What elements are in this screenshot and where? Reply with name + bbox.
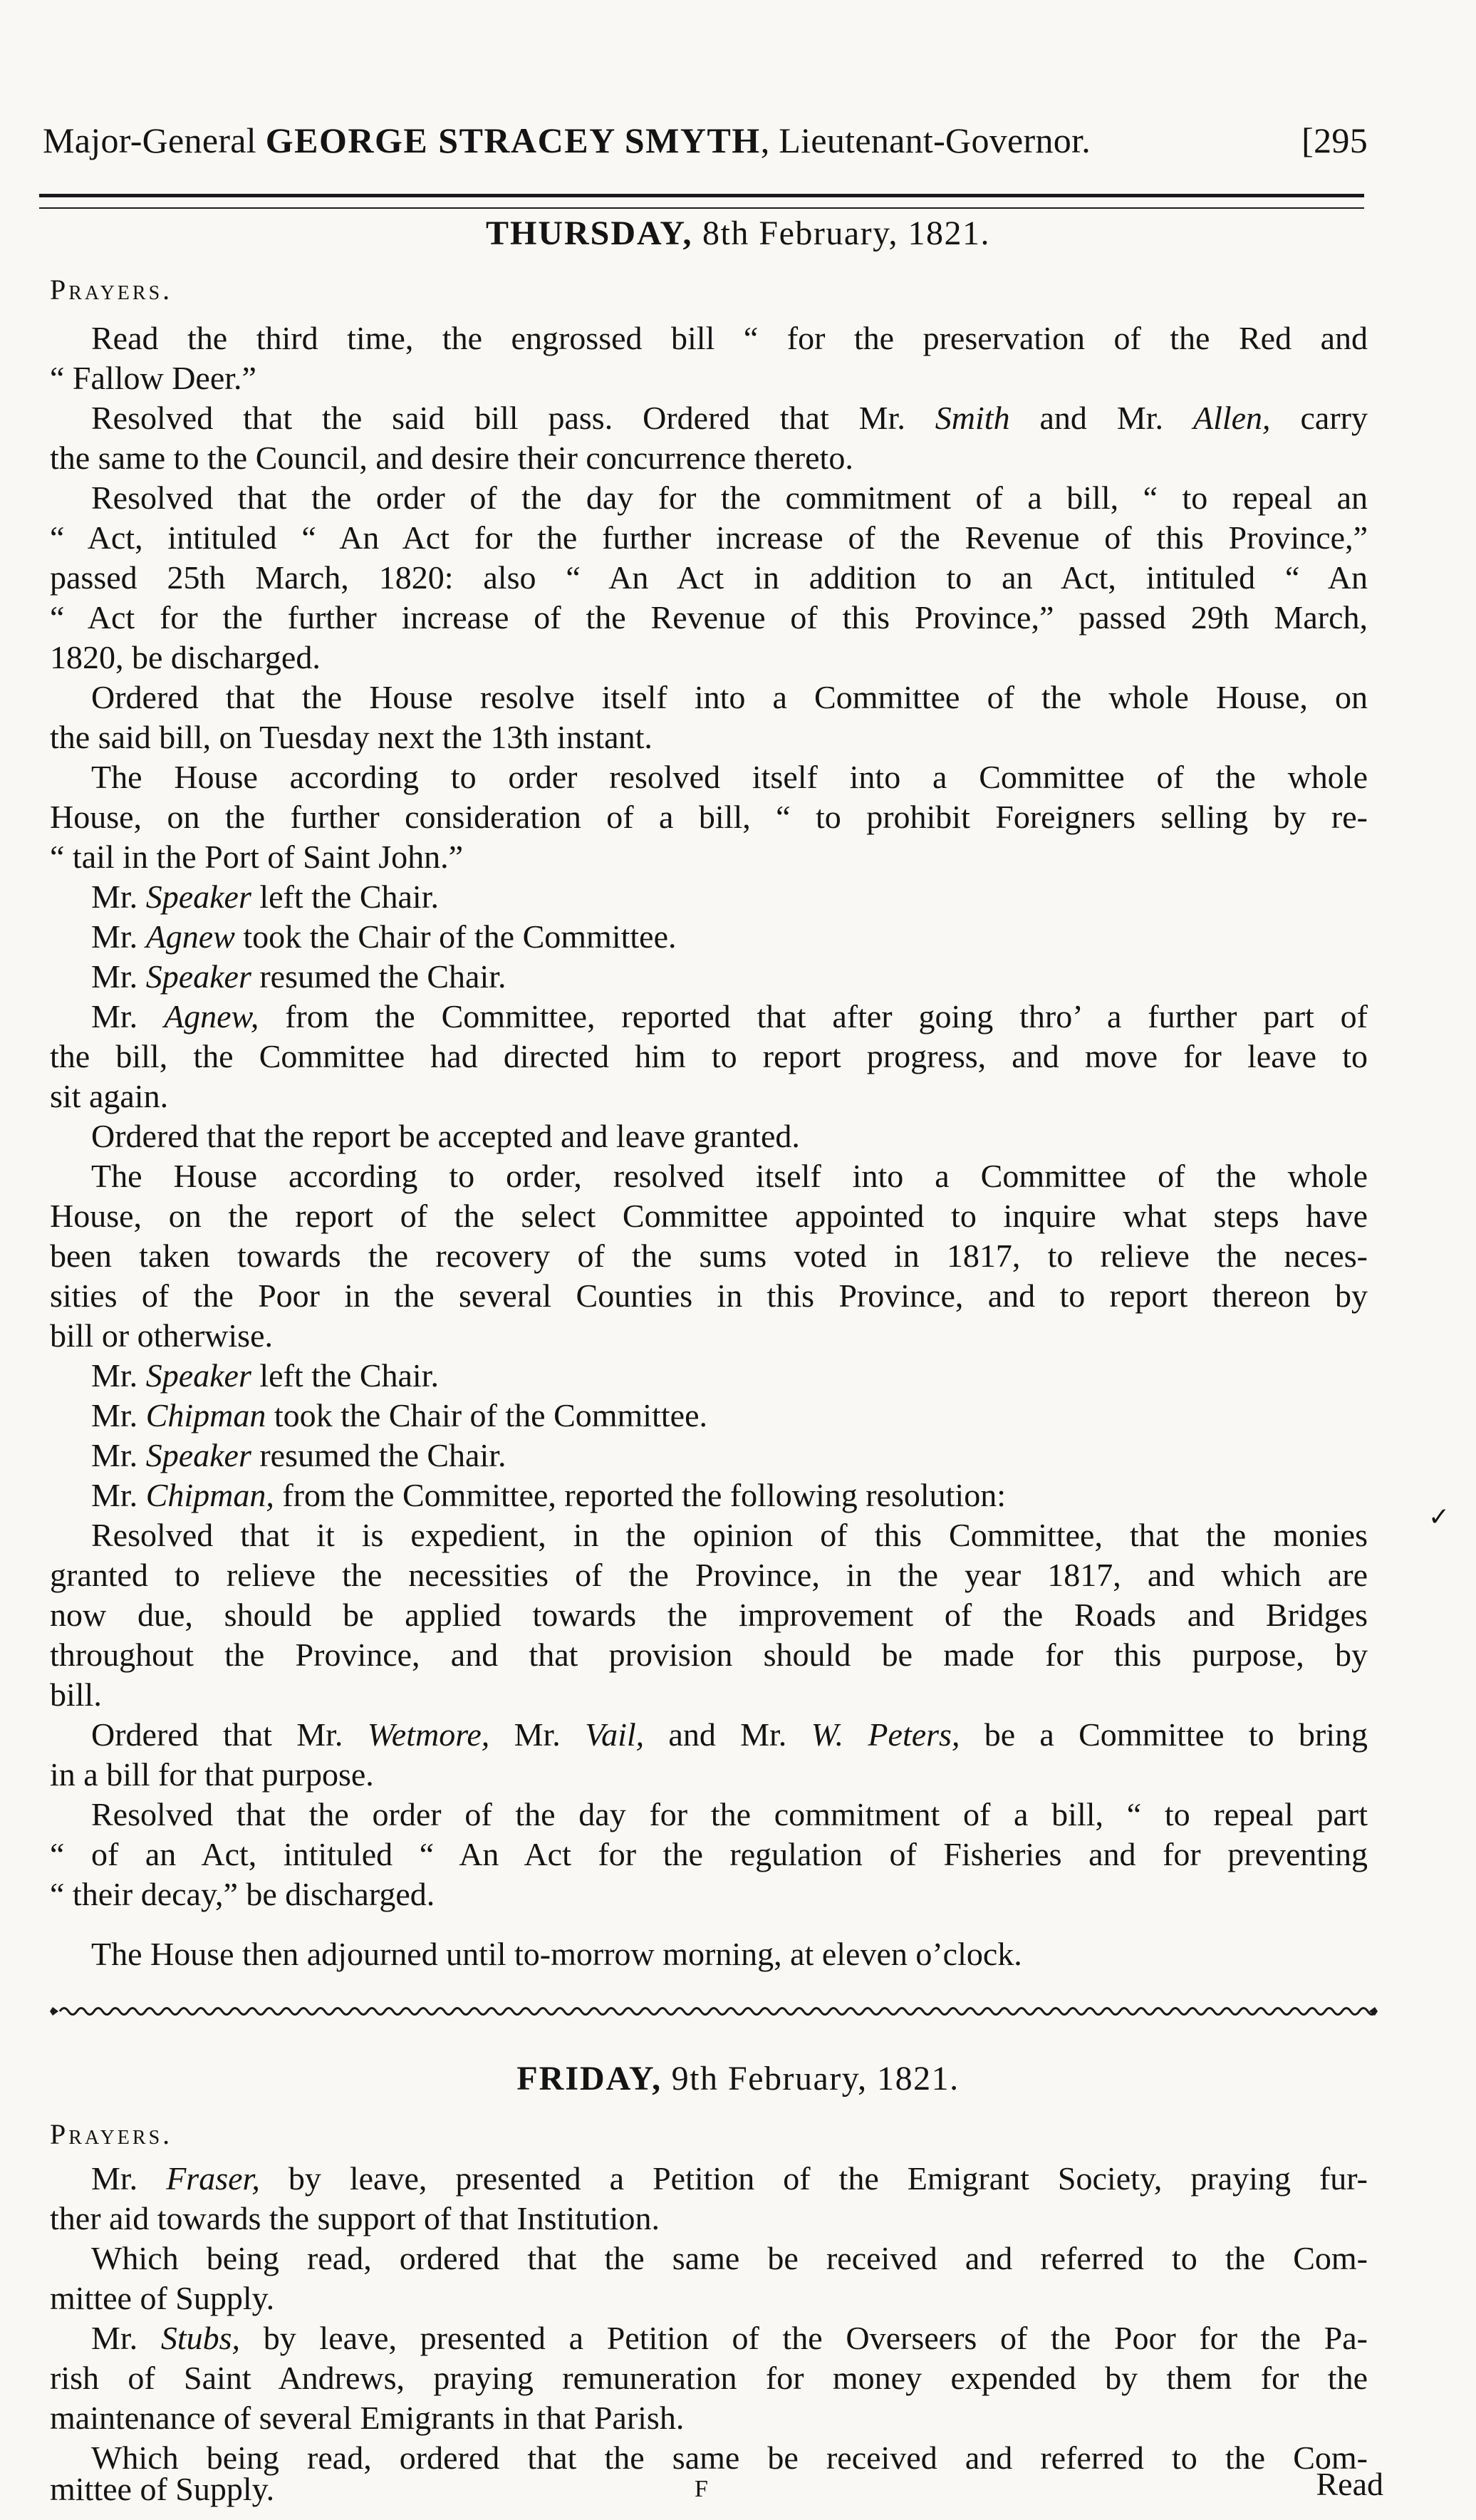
text-line: House, on the report of the select Committee appointed to inquire what steps have xyxy=(50,1198,1368,1234)
text-line: “ of an Act, intituled “ An Act for the regulation of Fisheries and for preventing xyxy=(50,1836,1368,1872)
header-prefix: Major-General xyxy=(43,120,266,160)
text-line: in a bill for that purpose. xyxy=(50,1756,374,1793)
text-line: Which being read, ordered that the same be received and referred to the Com- xyxy=(91,2240,1368,2276)
text-line: the bill, the Committee had directed him to report progress, and move for leave to xyxy=(50,1038,1368,1074)
prayers-heading: Prayers. xyxy=(50,2118,173,2150)
text-line: now due, should be applied towards the improvement of the Roads and Bridges xyxy=(50,1597,1368,1633)
running-head xyxy=(43,120,1368,161)
text-line: the same to the Council, and desire their concurrence thereto. xyxy=(50,440,853,476)
text-line: Resolved that the said bill pass. Ordered that Mr. Smith and Mr. Allen, carry xyxy=(91,400,1368,436)
text-line: Mr. Chipman, from the Committee, reported the following resolution: xyxy=(91,1477,1006,1513)
text-line: The House according to order resolved itself into a Committee of the whole xyxy=(91,759,1368,795)
text-line: Mr. Agnew took the Chair of the Committee. xyxy=(91,918,677,955)
text-line: Ordered that the House resolve itself into a Committee of the whole House, on xyxy=(91,679,1368,715)
text-line: been taken towards the recovery of the sums voted in 1817, to relieve the neces- xyxy=(50,1238,1368,1274)
text-line: bill or otherwise. xyxy=(50,1317,273,1354)
text-line: throughout the Province, and that provision should be made for this purpose, by xyxy=(50,1637,1368,1673)
text-line: “ Act, intituled “ An Act for the further increase of the Revenue of this Province,” xyxy=(50,519,1368,556)
text-line: the said bill, on Tuesday next the 13th instant. xyxy=(50,719,653,755)
text-line: House, on the further consideration of a bill, “ to prohibit Foreigners selling by re- xyxy=(50,799,1368,835)
adjournment-line: The House then adjourned until to-morrow morning, at eleven o’clock. xyxy=(91,1936,1022,1972)
header-rule xyxy=(39,194,1364,209)
text-line: “ Fallow Deer.” xyxy=(50,360,256,396)
text-line: ther aid towards the support of that Institution. xyxy=(50,2200,660,2236)
text-line: maintenance of several Emigrants in that Parish. xyxy=(50,2400,685,2436)
text-line: mittee of Supply. xyxy=(50,2471,275,2507)
text-line: Mr. Chipman took the Chair of the Committee. xyxy=(91,1397,707,1433)
text-line: Resolved that it is expedient, in the opinion of this Committee, that the monies xyxy=(91,1517,1368,1553)
text-line: Mr. Fraser, by leave, presented a Petition of the Emigrant Society, praying fur- xyxy=(91,2160,1368,2197)
page-number: [295 xyxy=(1301,120,1368,160)
text-line: Mr. Stubs, by leave, presented a Petition of the Overseers of the Poor for the Pa- xyxy=(91,2320,1368,2356)
text-line: Ordered that Mr. Wetmore, Mr. Vail, and Mr. W. Peters, be a Committee to bring xyxy=(91,1716,1368,1753)
text-line: Mr. Speaker left the Chair. xyxy=(91,1357,439,1394)
text-line: Ordered that the report be accepted and leave granted. xyxy=(91,1118,800,1154)
text-line: “ their decay,” be discharged. xyxy=(50,1876,435,1912)
prayers-heading: Prayers. xyxy=(50,274,173,306)
text-line: 1820, be discharged. xyxy=(50,639,321,675)
text-line: Which being read, ordered that the same be received and referred to the Com- xyxy=(91,2439,1368,2476)
text-line: Resolved that the order of the day for the commitment of a bill, “ to repeal part xyxy=(91,1796,1368,1832)
text-line: Resolved that the order of the day for the commitment of a bill, “ to repeal an xyxy=(91,479,1368,516)
wavy-divider xyxy=(50,2002,1378,2021)
date-heading-friday: FRIDAY, 9th February, 1821. xyxy=(516,2060,960,2098)
date-heading-thursday: THURSDAY, 8th February, 1821. xyxy=(485,214,991,252)
text-line: The House according to order, resolved itself into a Committee of the whole xyxy=(91,1158,1368,1194)
header-name: GEORGE STRACEY SMYTH xyxy=(265,120,761,160)
text-line: sities of the Poor in the several Counties in this Province, and to report thereon by xyxy=(50,1277,1368,1314)
text-line: sit again. xyxy=(50,1078,169,1114)
signature-mark: F xyxy=(695,2476,708,2502)
catchword: Read xyxy=(1316,2466,1383,2502)
text-line: bill. xyxy=(50,1676,102,1713)
text-line: rish of Saint Andrews, praying remuneration for money expended by them for the xyxy=(50,2360,1368,2396)
text-line: mittee of Supply. xyxy=(50,2280,275,2316)
text-line: “ tail in the Port of Saint John.” xyxy=(50,839,464,875)
text-line: passed 25th March, 1820: also “ An Act in addition to an Act, intituled “ An xyxy=(50,559,1368,596)
text-line: granted to relieve the necessities of the Province, in the year 1817, and which are xyxy=(50,1557,1368,1593)
text-line: Mr. Agnew, from the Committee, reported that after going thro’ a further part of xyxy=(91,998,1368,1035)
margin-check-mark: ✓ xyxy=(1428,1503,1450,1531)
header-suffix: , Lieutenant-Governor. xyxy=(760,120,1091,160)
text-line: Mr. Speaker left the Chair. xyxy=(91,878,439,915)
text-line: “ Act for the further increase of the Revenue of this Province,” passed 29th March, xyxy=(50,599,1368,636)
text-line: Mr. Speaker resumed the Chair. xyxy=(91,958,506,995)
text-line: Mr. Speaker resumed the Chair. xyxy=(91,1437,506,1473)
text-line: Read the third time, the engrossed bill “ for the preservation of the Red and xyxy=(91,320,1368,356)
